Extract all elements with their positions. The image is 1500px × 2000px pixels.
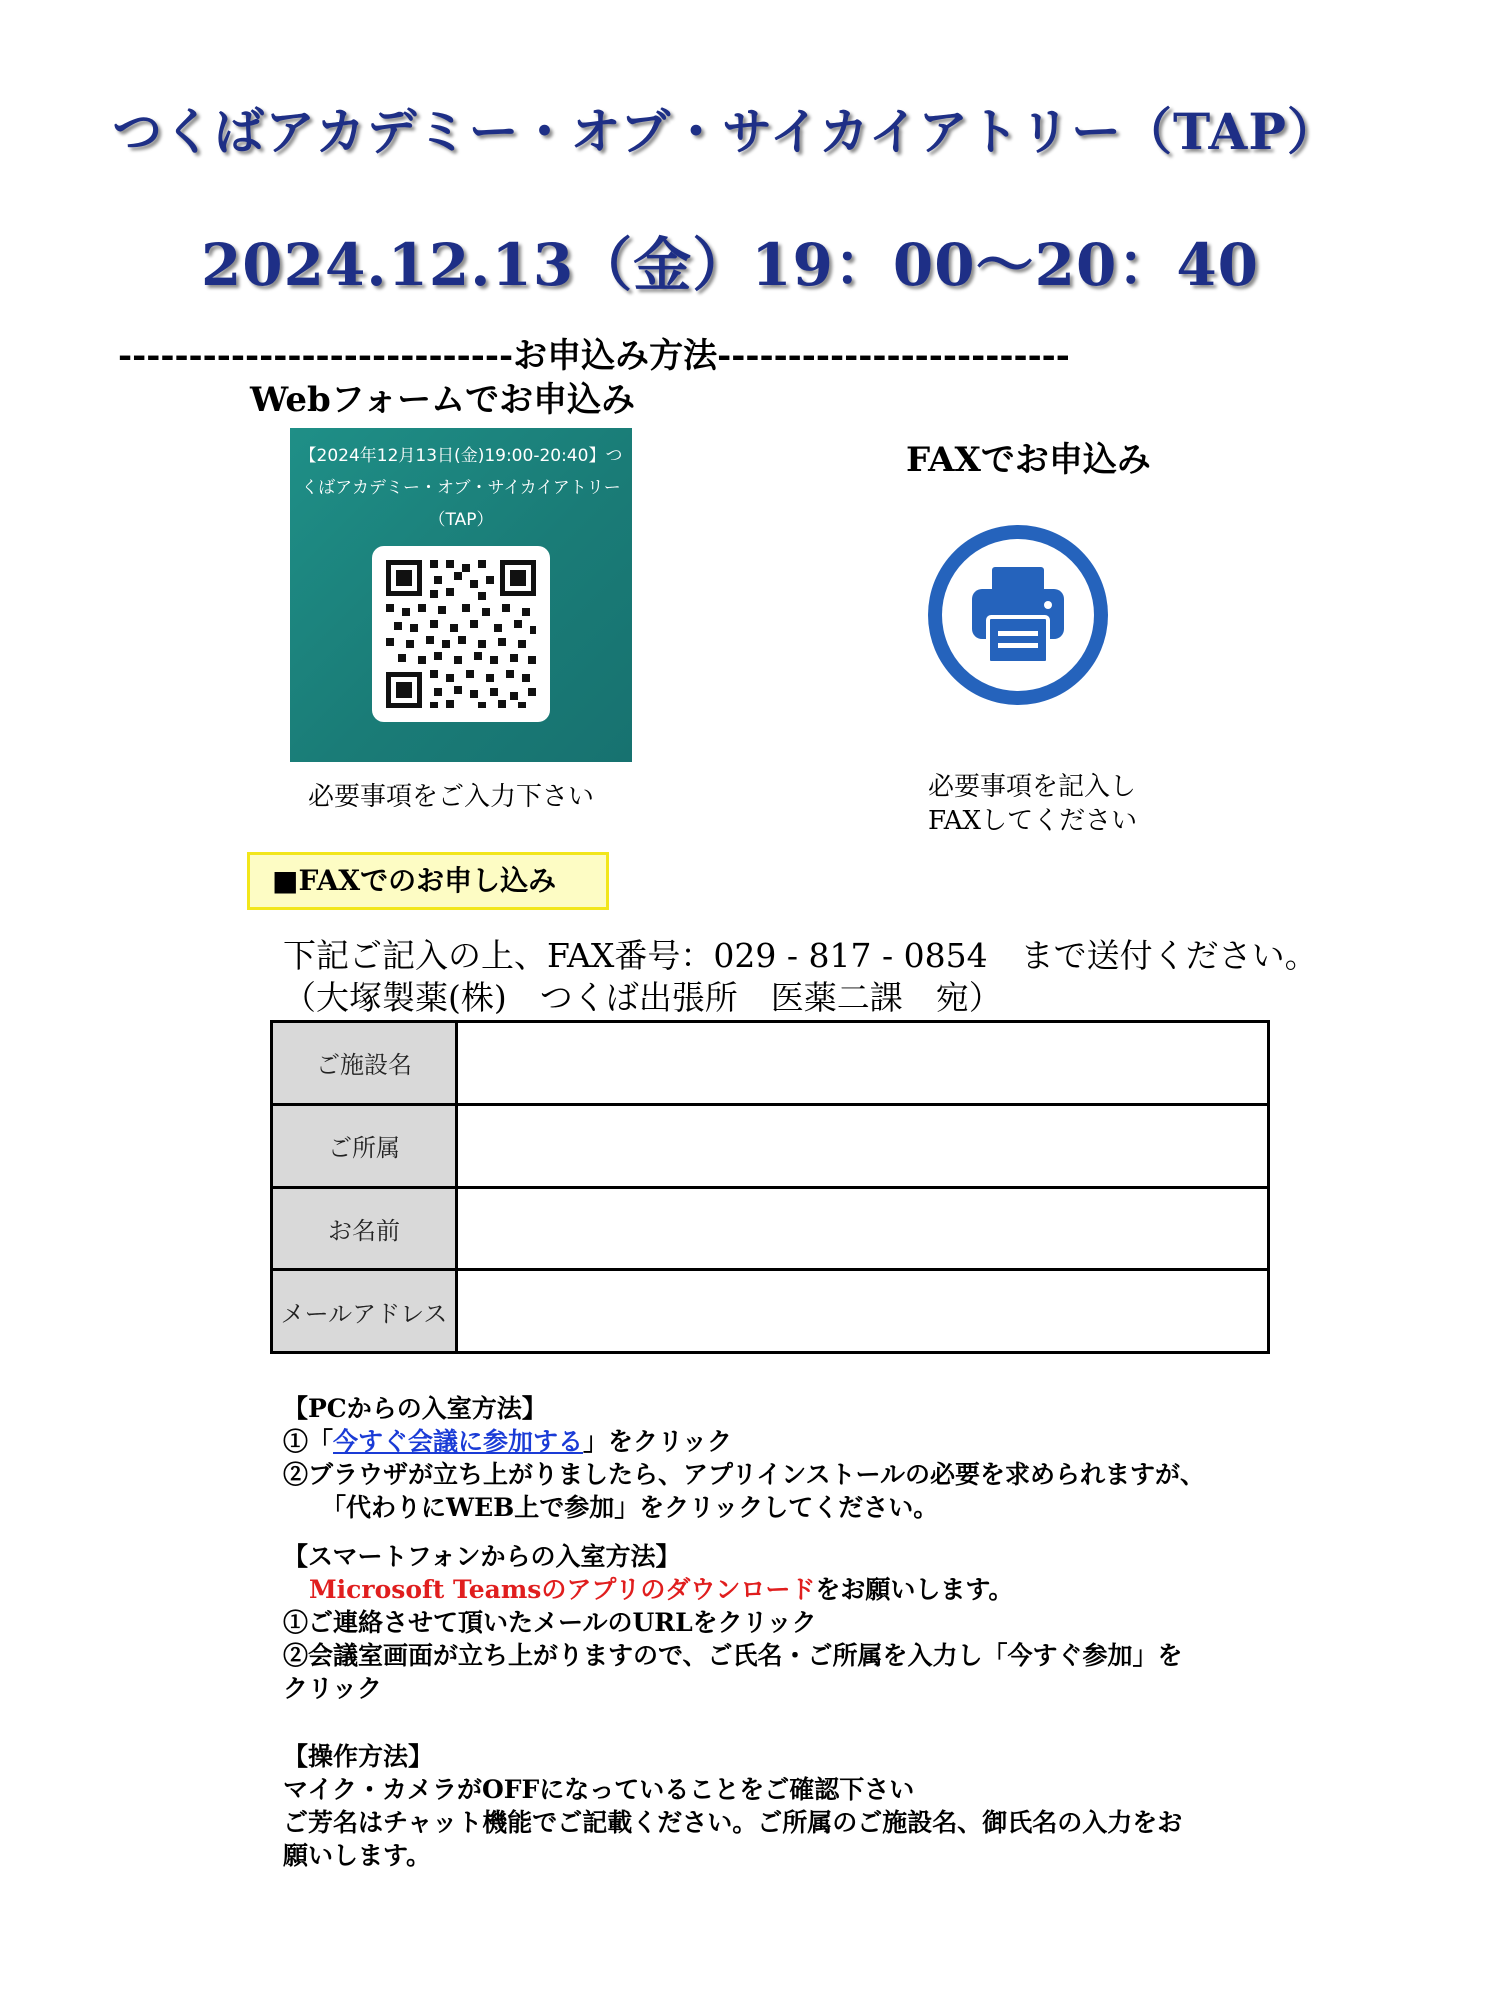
fax-section-label: ■FAXでのお申し込み [247,852,609,910]
operation-heading: 【操作方法】 [283,1742,434,1771]
operation-instructions [283,1740,1182,1872]
fax-instruction: 下記ご記入の上、FAX番号：029 - 817 - 0854 まで送付ください。 [283,936,1318,975]
smartphone-step2-line1: ②会議室画面が立ち上がりますので、ご氏名・ご所属を入力し「今すぐ参加」を [283,1641,1183,1670]
form-label-email: メールアドレス [272,1270,457,1353]
smartphone-download-suffix: をお願いします。 [815,1575,1014,1604]
form-label-name: お名前 [272,1187,457,1270]
fax-form-table [270,1020,1270,1354]
pc-step1-suffix: 」をクリック [583,1427,733,1456]
divider-dashes-left: ---------------------------- [118,336,514,376]
table-row [272,1022,1269,1105]
pc-heading: 【PCからの入室方法】 [283,1394,547,1423]
teams-download-link[interactable]: Microsoft Teamsのアプリのダウンロード [309,1575,816,1604]
table-row [272,1270,1269,1353]
qr-card-line1: 【2024年12月13日(金)19:00-20:40】つ [299,446,623,466]
section-divider [118,328,1408,377]
pc-step2-line2: 「代わりにWEB上で参加」をクリックしてください。 [321,1493,939,1522]
pc-step1 [283,1425,1205,1458]
form-field-name[interactable] [457,1187,1269,1270]
form-field-department[interactable] [457,1104,1269,1187]
operation-line1: マイク・カメラがOFFになっていることをご確認下さい [283,1775,915,1804]
event-datetime: 2024.12.13（金）19：00～20：40 [200,231,1260,299]
operation-line3: 願いします。 [283,1841,432,1870]
web-note: 必要事項をご入力下さい [308,782,595,812]
smartphone-instructions [283,1540,1183,1705]
pc-step2-line1: ②ブラウザが立ち上がりましたら、アプリインストールの必要を求められますが、 [283,1460,1206,1489]
smartphone-step1: ①ご連絡させて頂いたメールのURLをクリック [283,1608,817,1637]
web-heading: Webフォームでお申込み [250,380,636,420]
fax-heading: FAXでお申込み [906,440,1151,480]
smartphone-heading: 【スマートフォンからの入室方法】 [283,1542,681,1571]
smartphone-step2-line2: クリック [283,1674,383,1703]
pc-step1-prefix: ①「 [283,1427,334,1456]
form-field-email[interactable] [457,1270,1269,1353]
join-meeting-link[interactable]: 今すぐ会議に参加する [333,1427,584,1456]
web-form-qr-card[interactable] [290,428,632,762]
form-label-department: ご所属 [272,1104,457,1187]
fax-note [928,770,1137,838]
form-label-facility: ご施設名 [272,1022,457,1105]
fax-icon-circle [928,525,1108,705]
table-row [272,1104,1269,1187]
table-row [272,1187,1269,1270]
form-field-facility[interactable] [457,1022,1269,1105]
smartphone-download [283,1573,1183,1606]
pc-instructions [283,1392,1205,1524]
qr-code[interactable] [372,546,550,722]
qr-code-icon [372,546,550,722]
operation-line2: ご芳名はチャット機能でご記載ください。ご所属のご施設名、御氏名の入力をお [283,1808,1183,1837]
qr-card-line2: くばアカデミー・オブ・サイカイアトリー [301,478,621,498]
fax-note-line2: FAXしてください [928,806,1138,836]
divider-label: お申込み方法 [513,336,718,376]
fax-recipient: （大塚製薬(株) つくば出張所 医薬二課 宛） [283,978,1002,1017]
qr-card-line3: （TAP） [428,510,494,530]
printer-icon [942,539,1094,691]
event-title: つくばアカデミー・オブ・サイカイアトリー（TAP） [112,102,1338,161]
fax-note-line1: 必要事項を記入し [928,772,1137,802]
divider-dashes-right: ------------------------- [717,336,1070,376]
